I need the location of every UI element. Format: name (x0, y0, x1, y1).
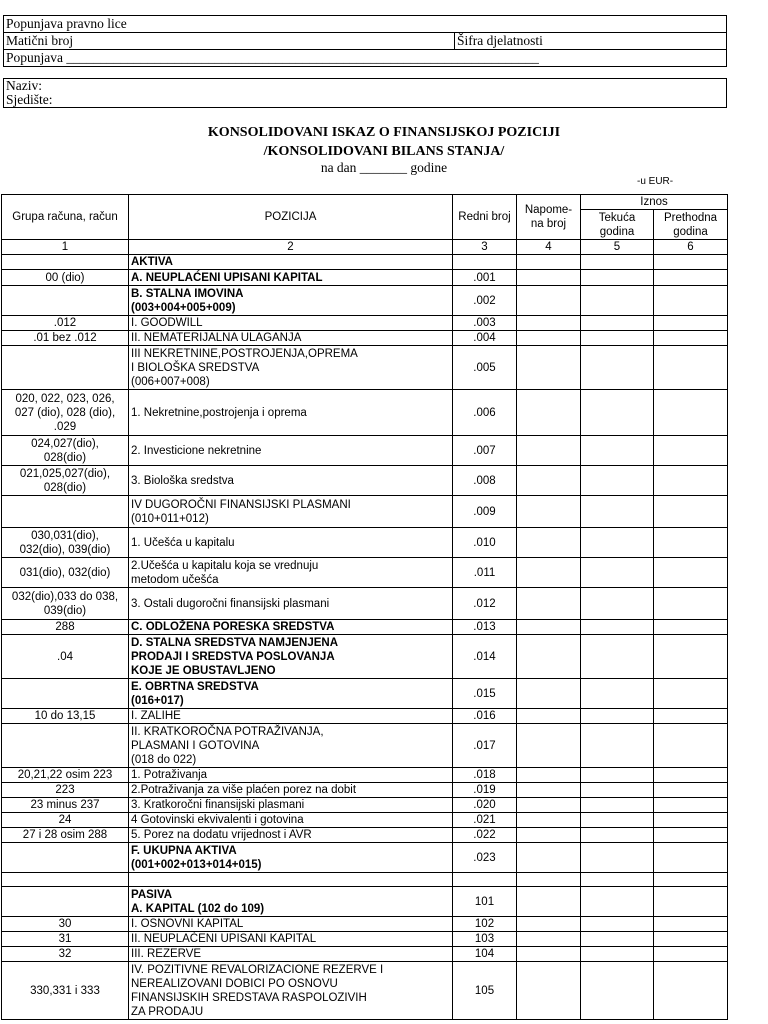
account-group-cell: 288 (2, 620, 129, 635)
note-cell (517, 887, 581, 917)
column-number: 1 (2, 240, 129, 255)
current-year-cell (581, 436, 654, 466)
account-group-cell: .01 bez .012 (2, 331, 129, 346)
position-cell: A. NEUPLAĆENI UPISANI KAPITAL (129, 270, 453, 286)
position-cell: E. OBRTNA SREDSTVA (016+017) (129, 679, 453, 709)
current-year-cell (581, 887, 654, 917)
ordinal-cell: .012 (453, 588, 517, 620)
position-cell: I. GOODWILL (129, 316, 453, 331)
table-row (2, 390, 728, 436)
current-year-cell (581, 635, 654, 679)
account-group-cell (2, 724, 129, 768)
document-date-line: na dan _______ godine (320, 160, 448, 175)
account-group-cell (2, 873, 129, 887)
note-cell (517, 316, 581, 331)
account-group-cell (2, 887, 129, 917)
table-row (2, 887, 728, 917)
current-year-cell (581, 783, 654, 798)
note-cell (517, 635, 581, 679)
table-row (2, 768, 728, 783)
header-amount: Iznos (581, 195, 728, 210)
ordinal-cell: .003 (453, 316, 517, 331)
previous-year-cell (654, 286, 728, 316)
previous-year-cell (654, 843, 728, 873)
ordinal-cell: .011 (453, 558, 517, 588)
account-group-cell: 024,027(dio), 028(dio) (2, 436, 129, 466)
previous-year-cell (654, 346, 728, 390)
position-cell: III. REZERVE (129, 947, 453, 962)
note-cell (517, 436, 581, 466)
previous-year-cell (654, 436, 728, 466)
account-group-cell: 021,025,027(dio), 028(dio) (2, 466, 129, 496)
entity-name-label: Naziv: (6, 78, 42, 93)
position-cell: PASIVA A. KAPITAL (102 do 109) (129, 887, 453, 917)
current-year-cell (581, 679, 654, 709)
current-year-cell (581, 528, 654, 558)
note-cell (517, 588, 581, 620)
account-group-cell (2, 679, 129, 709)
table-row (2, 724, 728, 768)
table-row (2, 873, 728, 887)
table-row (2, 331, 728, 346)
position-cell: B. STALNA IMOVINA (003+004+005+009) (129, 286, 453, 316)
document-title: KONSOLIDOVANI ISKAZ O FINANSIJSKOJ POZICIJI (207, 125, 561, 140)
account-group-cell: 031(dio), 032(dio) (2, 558, 129, 588)
position-cell: II. KRATKOROČNA POTRAŽIVANJA, PLASMANI I GOTOVINA (018 do 022) (129, 724, 453, 768)
table-row (2, 783, 728, 798)
entity-box (3, 78, 727, 108)
position-cell: II. NEUPLAĆENI UPISANI KAPITAL (129, 932, 453, 947)
current-year-cell (581, 813, 654, 828)
ordinal-cell: .001 (453, 270, 517, 286)
position-cell: IV. POZITIVNE REVALORIZACIONE REZERVE I NEREALIZOVANI DOBICI PO OSNOVU FINANSIJSKIH SREDSTAVA RASPOLOZIVIH ZA PRODAJU (129, 962, 453, 1020)
entity-seat-label: Sjedište: (6, 92, 53, 107)
account-group-cell: 030,031(dio), 032(dio), 039(dio) (2, 528, 129, 558)
current-year-cell (581, 828, 654, 843)
position-cell (129, 873, 453, 887)
activity-code-label: Šifra djelatnosti (454, 33, 543, 49)
ordinal-cell: .004 (453, 331, 517, 346)
previous-year-cell (654, 783, 728, 798)
table-row (2, 828, 728, 843)
column-number-row (2, 240, 728, 255)
table-row (2, 932, 728, 947)
table-row (2, 813, 728, 828)
note-cell (517, 798, 581, 813)
position-cell: I. OSNOVNI KAPITAL (129, 917, 453, 932)
ordinal-cell: .022 (453, 828, 517, 843)
note-cell (517, 962, 581, 1020)
column-number: 6 (654, 240, 728, 255)
position-cell: 1. Potraživanja (129, 768, 453, 783)
registration-number-label: Matični broj (6, 33, 74, 48)
ordinal-cell: .005 (453, 346, 517, 390)
table-row (2, 466, 728, 496)
header-group: Grupa računa, račun (2, 195, 129, 240)
previous-year-cell (654, 466, 728, 496)
table-row (2, 962, 728, 1020)
ordinal-cell: .008 (453, 466, 517, 496)
table-row (2, 620, 728, 635)
table-row (2, 528, 728, 558)
table-row (2, 917, 728, 932)
column-number: 2 (129, 240, 453, 255)
account-group-cell: 032(dio),033 do 038, 039(dio) (2, 588, 129, 620)
position-cell: 2.Učešća u kapitalu koja se vrednuju metodom učešća (129, 558, 453, 588)
current-year-cell (581, 620, 654, 635)
position-cell: 3. Biološka sredstva (129, 466, 453, 496)
previous-year-cell (654, 873, 728, 887)
ordinal-cell: .021 (453, 813, 517, 828)
account-group-cell: .04 (2, 635, 129, 679)
ordinal-cell: .002 (453, 286, 517, 316)
ordinal-cell: .017 (453, 724, 517, 768)
header-line-2 (4, 33, 726, 50)
current-year-cell (581, 768, 654, 783)
previous-year-cell (654, 316, 728, 331)
previous-year-cell (654, 588, 728, 620)
table-row (2, 316, 728, 331)
note-cell (517, 466, 581, 496)
position-cell: 2. Investicione nekretnine (129, 436, 453, 466)
previous-year-cell (654, 768, 728, 783)
current-year-cell (581, 947, 654, 962)
balance-sheet-table (1, 194, 728, 1020)
header-current-year: Tekuća godina (581, 210, 654, 240)
ordinal-cell: .023 (453, 843, 517, 873)
current-year-cell (581, 286, 654, 316)
note-cell (517, 813, 581, 828)
account-group-cell: 32 (2, 947, 129, 962)
note-cell (517, 828, 581, 843)
current-year-cell (581, 709, 654, 724)
account-group-cell: .012 (2, 316, 129, 331)
account-group-cell: 27 i 28 osim 288 (2, 828, 129, 843)
position-cell: 2.Potraživanja za više plaćen porez na dobit (129, 783, 453, 798)
current-year-cell (581, 932, 654, 947)
position-cell: IV DUGOROČNI FINANSIJSKI PLASMANI (010+011+012) (129, 496, 453, 528)
table-row (2, 635, 728, 679)
note-cell (517, 558, 581, 588)
table-row (2, 270, 728, 286)
note-cell (517, 255, 581, 270)
note-cell (517, 783, 581, 798)
account-group-cell (2, 346, 129, 390)
previous-year-cell (654, 558, 728, 588)
position-cell: I. ZALIHE (129, 709, 453, 724)
current-year-cell (581, 843, 654, 873)
position-cell: AKTIVA (129, 255, 453, 270)
previous-year-cell (654, 887, 728, 917)
current-year-cell (581, 798, 654, 813)
table-row (2, 346, 728, 390)
previous-year-cell (654, 528, 728, 558)
account-group-cell: 30 (2, 917, 129, 932)
ordinal-cell: .018 (453, 768, 517, 783)
note-cell (517, 724, 581, 768)
previous-year-cell (654, 679, 728, 709)
account-group-cell: 00 (dio) (2, 270, 129, 286)
header-box (3, 15, 727, 67)
note-cell (517, 709, 581, 724)
previous-year-cell (654, 390, 728, 436)
table-row (2, 679, 728, 709)
previous-year-cell (654, 620, 728, 635)
note-cell (517, 932, 581, 947)
previous-year-cell (654, 270, 728, 286)
table-row (2, 496, 728, 528)
ordinal-cell: .007 (453, 436, 517, 466)
current-year-cell (581, 724, 654, 768)
current-year-cell (581, 466, 654, 496)
table-row (2, 709, 728, 724)
position-cell: D. STALNA SREDSTVA NAMJENJENA PRODAJI I SREDSTVA POSLOVANJA KOJE JE OBUSTAVLJENO (129, 635, 453, 679)
note-cell (517, 270, 581, 286)
note-cell (517, 768, 581, 783)
note-cell (517, 873, 581, 887)
account-group-cell: 330,331 i 333 (2, 962, 129, 1020)
filled-by-label: Popunjava pravno lice (6, 16, 127, 31)
previous-year-cell (654, 828, 728, 843)
current-year-cell (581, 331, 654, 346)
current-year-cell (581, 873, 654, 887)
header-previous-year: Prethodna godina (654, 210, 728, 240)
previous-year-cell (654, 798, 728, 813)
account-group-cell: 020, 022, 023, 026, 027 (dio), 028 (dio), .029 (2, 390, 129, 436)
position-cell: II. NEMATERIJALNA ULAGANJA (129, 331, 453, 346)
table-row (2, 436, 728, 466)
filled-by-line: Popunjava ______________________________________________________________________ (6, 50, 539, 65)
ordinal-cell: .006 (453, 390, 517, 436)
previous-year-cell (654, 724, 728, 768)
account-group-cell (2, 496, 129, 528)
header-line-1 (4, 16, 726, 33)
position-cell: 1. Učešća u kapitalu (129, 528, 453, 558)
account-group-cell: 31 (2, 932, 129, 947)
header-ordinal: Redni broj (453, 195, 517, 240)
current-year-cell (581, 917, 654, 932)
account-group-cell: 23 minus 237 (2, 798, 129, 813)
ordinal-cell: .009 (453, 496, 517, 528)
position-cell: 3. Kratkoročni finansijski plasmani (129, 798, 453, 813)
note-cell (517, 620, 581, 635)
note-cell (517, 496, 581, 528)
ordinal-cell (453, 873, 517, 887)
table-row (2, 588, 728, 620)
previous-year-cell (654, 255, 728, 270)
ordinal-cell: .013 (453, 620, 517, 635)
note-cell (517, 528, 581, 558)
current-year-cell (581, 346, 654, 390)
ordinal-cell: .020 (453, 798, 517, 813)
table-row (2, 255, 728, 270)
previous-year-cell (654, 813, 728, 828)
note-cell (517, 286, 581, 316)
position-cell: F. UKUPNA AKTIVA (001+002+013+014+015) (129, 843, 453, 873)
ordinal-cell: 103 (453, 932, 517, 947)
note-cell (517, 917, 581, 932)
ordinal-cell: 105 (453, 962, 517, 1020)
current-year-cell (581, 962, 654, 1020)
ordinal-cell (453, 255, 517, 270)
header-position: POZICIJA (129, 195, 453, 240)
ordinal-cell: 101 (453, 887, 517, 917)
account-group-cell: 24 (2, 813, 129, 828)
current-year-cell (581, 496, 654, 528)
previous-year-cell (654, 496, 728, 528)
currency-unit: -u EUR- (637, 176, 674, 187)
current-year-cell (581, 558, 654, 588)
note-cell (517, 346, 581, 390)
table-row (2, 558, 728, 588)
table-row (2, 286, 728, 316)
position-cell: C. ODLOŽENA PORESKA SREDSTVA (129, 620, 453, 635)
table-row (2, 843, 728, 873)
header-row-1 (2, 195, 728, 210)
table-row (2, 798, 728, 813)
note-cell (517, 390, 581, 436)
column-number: 5 (581, 240, 654, 255)
note-cell (517, 331, 581, 346)
ordinal-cell: 104 (453, 947, 517, 962)
current-year-cell (581, 270, 654, 286)
position-cell: 4 Gotovinski ekvivalenti i gotovina (129, 813, 453, 828)
ordinal-cell: .016 (453, 709, 517, 724)
previous-year-cell (654, 947, 728, 962)
table-row (2, 947, 728, 962)
account-group-cell (2, 843, 129, 873)
position-cell: III NEKRETNINE,POSTROJENJA,OPREMA I BIOLOŠKA SREDSTVA (006+007+008) (129, 346, 453, 390)
ordinal-cell: .015 (453, 679, 517, 709)
current-year-cell (581, 390, 654, 436)
position-cell: 3. Ostali dugoročni finansijski plasmani (129, 588, 453, 620)
previous-year-cell (654, 331, 728, 346)
position-cell: 1. Nekretnine,postrojenja i oprema (129, 390, 453, 436)
ordinal-cell: 102 (453, 917, 517, 932)
previous-year-cell (654, 962, 728, 1020)
ordinal-cell: .019 (453, 783, 517, 798)
column-number: 3 (453, 240, 517, 255)
column-number: 4 (517, 240, 581, 255)
account-group-cell (2, 255, 129, 270)
note-cell (517, 679, 581, 709)
header-line-3 (4, 50, 726, 66)
account-group-cell: 10 do 13,15 (2, 709, 129, 724)
account-group-cell: 223 (2, 783, 129, 798)
position-cell: 5. Porez na dodatu vrijednost i AVR (129, 828, 453, 843)
previous-year-cell (654, 635, 728, 679)
account-group-cell: 20,21,22 osim 223 (2, 768, 129, 783)
ordinal-cell: .010 (453, 528, 517, 558)
current-year-cell (581, 588, 654, 620)
note-cell (517, 947, 581, 962)
document-subtitle: /KONSOLIDOVANI BILANS STANJA/ (263, 144, 505, 159)
note-cell (517, 843, 581, 873)
previous-year-cell (654, 917, 728, 932)
current-year-cell (581, 316, 654, 331)
header-note: Napome- na broj (517, 195, 581, 240)
previous-year-cell (654, 932, 728, 947)
current-year-cell (581, 255, 654, 270)
previous-year-cell (654, 709, 728, 724)
account-group-cell (2, 286, 129, 316)
ordinal-cell: .014 (453, 635, 517, 679)
